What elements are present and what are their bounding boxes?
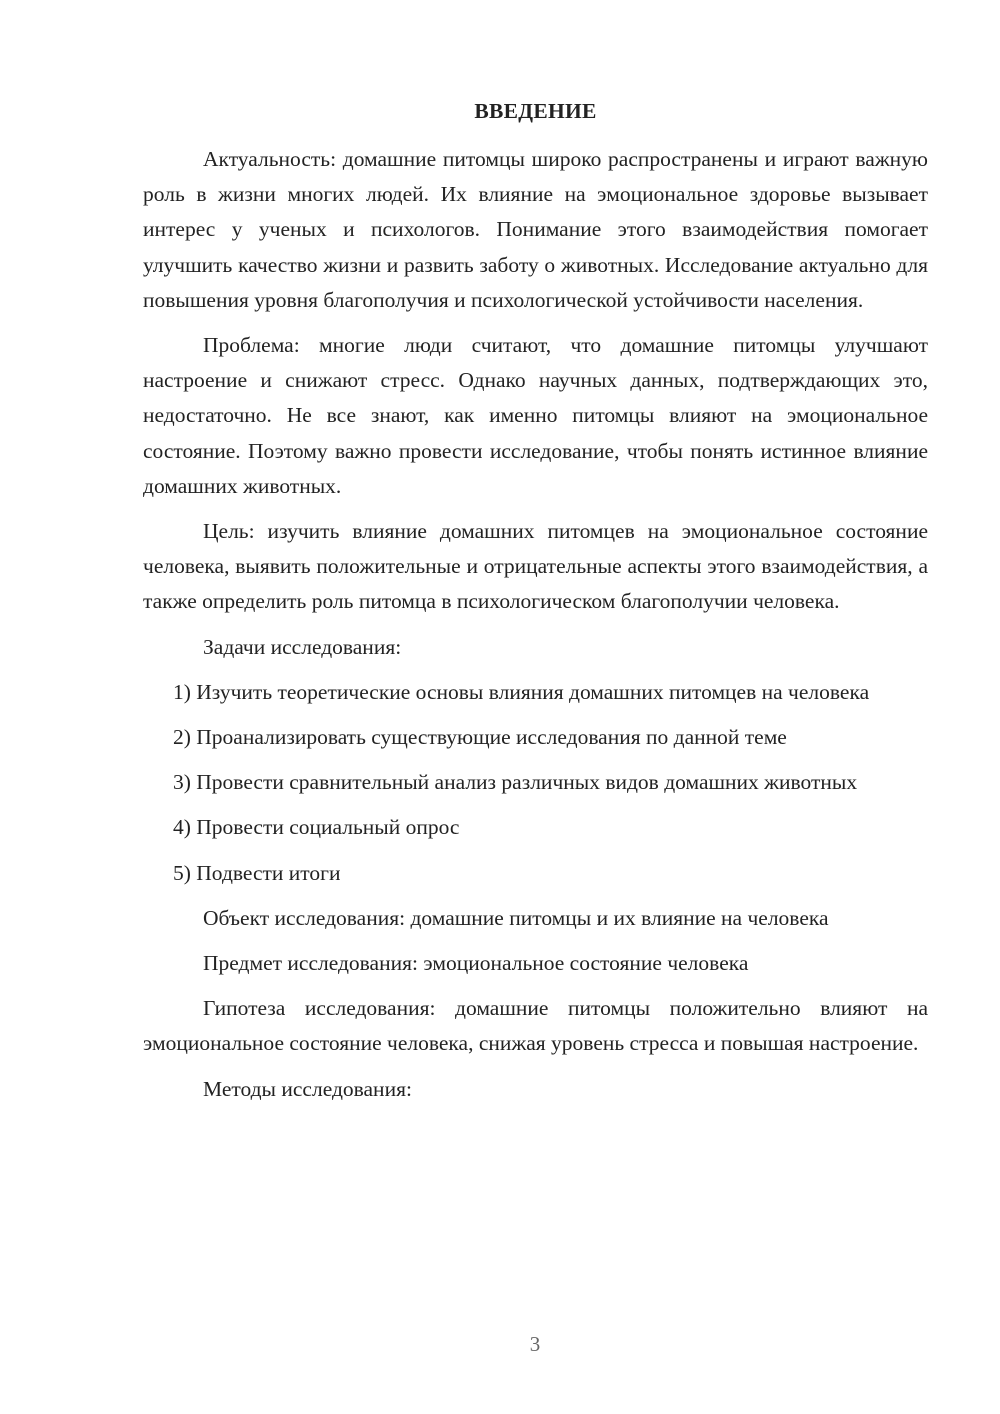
tasks-heading: Задачи исследования: [203, 634, 402, 659]
section-heading: ВВЕДЕНИЕ [474, 99, 597, 123]
paragraph-problem: Проблема: многие люди считают, что домашние питомцы улучшают настроение и снижают стресс. Однако научных данных, подтверждающих это, недостаточно. Не все знают, как именно питомцы влияют на эмоциональное состояние. Поэтому важно провести исследование, чтобы понять истинное влияние домашних животных. [143, 333, 928, 498]
list-item: 1) Изучить теоретические основы влияния домашних питомцев на человека [173, 679, 870, 704]
paragraph-subject: Предмет исследования: эмоциональное состояние человека [203, 951, 749, 976]
paragraph-hypothesis: Гипотеза исследования: домашние питомцы положительно влияют на эмоциональное состояние человека, снижая уровень стресса и повышая настроение. [143, 996, 928, 1056]
paragraph-relevance: Актуальность: домашние питомцы широко распространены и играют важную роль в жизни многих людей. Их влияние на эмоциональное здоровье вызывает интерес у ученых и психологов. Понимание этого взаимодействия помогает улучшить качество жизни и развить заботу о животных. Исследование актуально для повышения уровня благополучия и психологической устойчивости населения. [143, 147, 928, 312]
page-number: 3 [529, 1332, 541, 1356]
list-item: 2) Проанализировать существующие исследования по данной теме [173, 725, 787, 750]
methods-heading: Методы исследования: [203, 1076, 412, 1101]
list-item: 3) Провести сравнительный анализ различных видов домашних животных [173, 770, 858, 795]
list-item: 4) Провести социальный опрос [173, 815, 460, 840]
list-item: 5) Подвести итоги [173, 860, 341, 885]
tasks-list [143, 675, 928, 891]
body-text [143, 142, 928, 1117]
paragraph-object: Объект исследования: домашние питомцы и их влияние на человека [203, 905, 829, 930]
paragraph-goal: Цель: изучить влияние домашних питомцев на эмоциональное состояние человека, выявить положительные и отрицательные аспекты этого взаимодействия, а также определить роль питомца в психологическом благополучии человека. [143, 519, 928, 614]
